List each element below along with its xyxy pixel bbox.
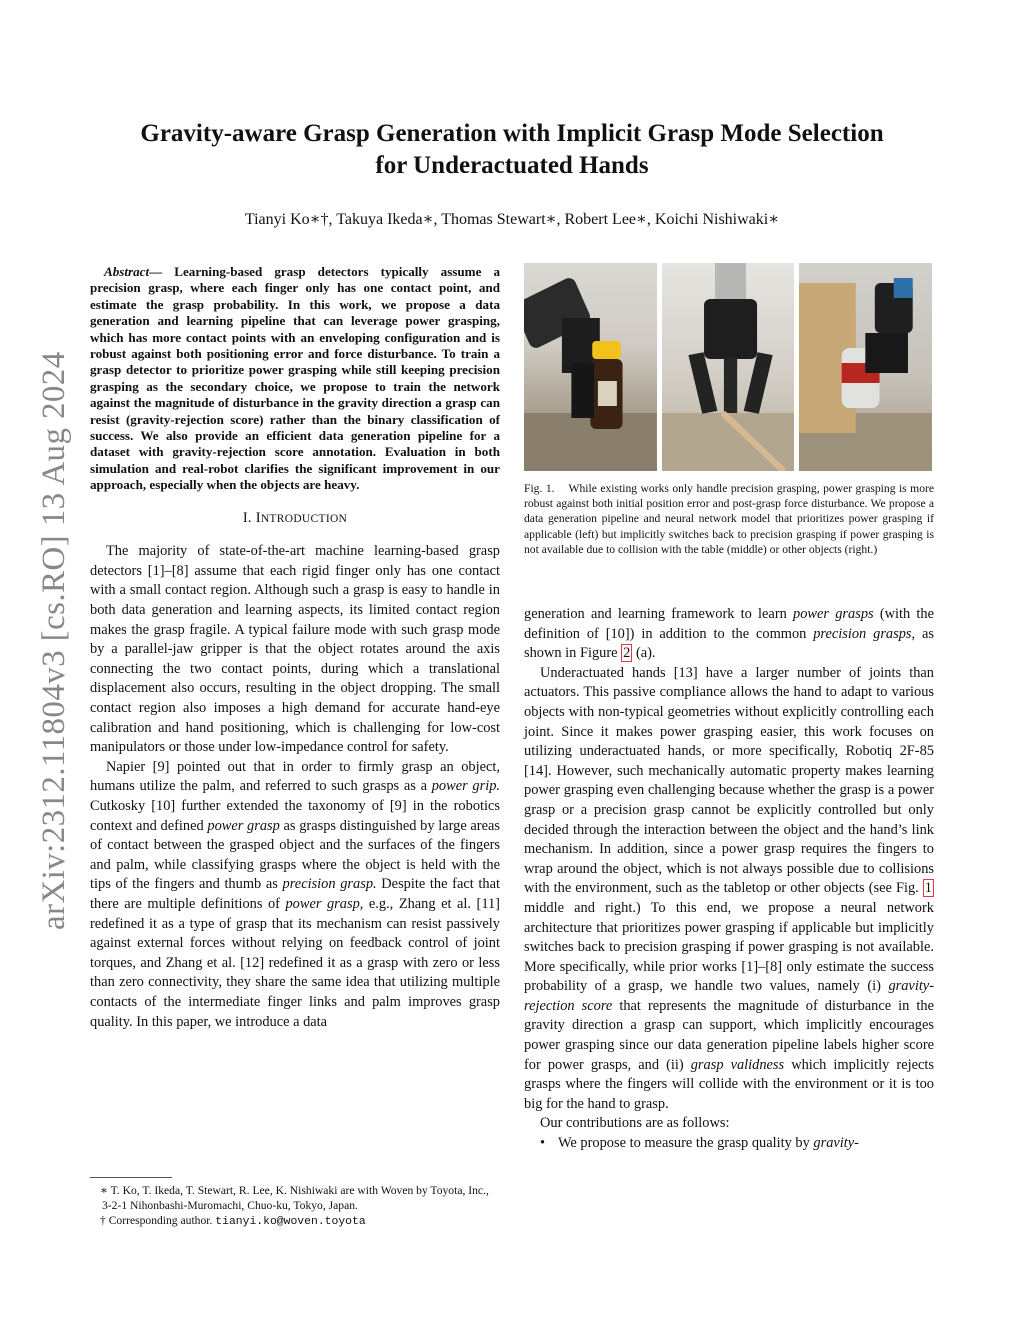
footnote-affiliation: ∗ T. Ko, T. Ikeda, T. Stewart, R. Lee, K. Nishiwaki are with Woven by Toyota, Inc., 3-2-1 Nihonbashi-Muromachi, Chuo-ku, Tokyo, Japan. bbox=[100, 1184, 489, 1212]
left-column bbox=[90, 264, 500, 1032]
section-title-smallcaps: NTRODUCTION bbox=[260, 512, 348, 525]
figure-1-caption bbox=[524, 481, 934, 557]
section-heading-introduction bbox=[90, 509, 500, 530]
abstract-label: Abstract bbox=[104, 264, 150, 279]
email-link[interactable]: tianyi.ko@woven.toyota bbox=[215, 1215, 366, 1228]
title-line-1: Gravity-aware Grasp Generation with Implicit Grasp Mode Selection bbox=[140, 120, 884, 147]
figure-label: Fig. 1. bbox=[524, 482, 555, 495]
figure-2-ref-link[interactable]: 2 bbox=[623, 645, 631, 662]
section-initial: I bbox=[255, 509, 261, 526]
footnote-corresponding: † Corresponding author. tianyi.ko@woven.toyota bbox=[100, 1213, 366, 1228]
right-column bbox=[524, 605, 934, 1154]
intro-paragraph-1: The majority of state-of-the-art machine learning-based grasp detectors [1]–[8] assume that each rigid finger only has one contact with a small contact region. Although such a grasp is easy to handle in both data generation and learning aspects, its limited contact region makes the grasp fragile. A typical failure mode with such grasp mode by a parallel-jaw gripper is that the object rotates around the axis connecting the two contact points, during which a translational displacement also occurs, resulting in the object dropping. The small contact region also imposes a high demand for accurate hand-eye calibration and hand positioning, which is challenging for low-cost manipulators or those under low-impedance control for safety. bbox=[90, 543, 500, 756]
figure-1-ref-link[interactable]: 1 bbox=[924, 880, 932, 897]
paper-title bbox=[80, 118, 944, 182]
footnotes bbox=[90, 1184, 500, 1229]
abstract bbox=[90, 264, 500, 494]
author-list: Tianyi Ko∗†, Takuya Ikeda∗, Thomas Stewart∗, Robert Lee∗, Koichi Nishiwaki∗ bbox=[244, 211, 780, 228]
contributions-intro: Our contributions are as follows: bbox=[540, 1115, 730, 1132]
figure-1-photos bbox=[524, 263, 932, 471]
footnote-rule bbox=[90, 1177, 172, 1178]
arxiv-stamp: arXiv:2312.11804v3 [cs.RO] 13 Aug 2024 bbox=[36, 351, 72, 930]
photo-precision-grasp-table bbox=[662, 263, 795, 471]
intro-paragraph-2: Napier [9] pointed out that in order to firmly grasp an object, humans utilize the palm, and referred to such grasps as a power grip. Cutkosky [10] further extended the taxonomy of [9] in the robotics context and defined power grasp as grasps distinguished by large areas of contact between the grasped object and the surfaces of the fingers and palm, while classifying grasps where the object is held with the tips of the fingers and thumb as precision grasp. Despite the fact that there are multiple definitions of power grasp, e.g., Zhang et al. [11] redefined it as a type of grasp that its mechanism can resist passively against external forces without relying on feedback control of joint torques, and Zhang et al. [12] redefined it as a grasp with zero or less than zero connectivity, they share the same idea that utilizing multiple contacts of the intermediate finger links and palm improves grasp quality. In this paper, we introduce a data bbox=[90, 758, 500, 1030]
photo-precision-grasp-box bbox=[799, 263, 932, 471]
section-number: I. bbox=[242, 509, 256, 526]
abstract-text: — Learning-based grasp detectors typically assume a precision grasp, where each finger only has one contact point, and estimate the grasp probability. In this work, we propose a data generation and learning pipeline that can leverage power grasping, which has more contact points with an enveloping configuration and is robust against both positioning error and force disturbance. To train a grasp detector to prioritize power grasping while still keeping precision grasping as the secondary choice, we propose to train the network against the magnitude of disturbance in the gravity direction a grasp can resist (gravity-rejection score) rather than the binary classification of success. We also provide an efficient data generation pipeline for a dataset with gravity-rejection score annotation. Evaluation in both simulation and real-robot clarifies the significant improvement in our approach, especially when the objects are heavy. bbox=[90, 264, 500, 493]
figure-caption-text: While existing works only handle precision grasping, power grasping is more robust against both initial position error and post-grasp force disturbance. We propose a data generation pipeline and neural network model that prioritizes power grasping if applicable (left) but implicitly switches back to precision grasping if power grasping is not available due to collision with the table (middle) or other objects (right.) bbox=[524, 482, 934, 556]
right-paragraph-2: Underactuated hands [13] have a larger number of joints than actuators. This passive compliance allows the hand to adapt to various objects with non-typical geometries without explicitly controlling each joint. Since it makes power grasping easier, this work focuses on utilizing underactuated hands, or more specifically, Robotiq 2F-85 [14]. However, such mechanically automatic property makes learning power grasping even challenging because whether the grasp is a power grasp or a precision grasp cannot be explicitly controlled but only decided through the interaction between the object and the hand’s link mechanism. In addition, since a power grasp requires the fingers to wrap around the object, which is not always possible due to collisions with the environment, such as the tabletop or other objects (see Fig. 1 middle and right.) To this end, we propose a neural network architecture that prioritizes power grasping if applicable but implicitly switches back to precision grasping if power grasping is not available. More specifically, while prior works [1]–[8] only estimate the success probability of a grasp, we handle two values, namely (i) gravity-rejection score that represents the magnitude of disturbance in the gravity direction a grasp can support, which implicitly encourages power grasping since our data generation pipeline labels higher score for power grasps, and (ii) grasp validness which implicitly rejects grasps where the fingers will collide with the environment or it is too big for the hand to grasp. bbox=[524, 664, 934, 1112]
title-line-2: for Underactuated Hands bbox=[375, 152, 649, 179]
right-paragraph-1: generation and learning framework to learn power grasps (with the definition of [10]) in addition to the common precision grasps, as shown in Figure 2 (a). bbox=[524, 606, 934, 662]
photo-power-grasp-bottle bbox=[524, 263, 657, 471]
contribution-bullet-1: • We propose to measure the grasp quality by gravity- bbox=[524, 1134, 934, 1154]
